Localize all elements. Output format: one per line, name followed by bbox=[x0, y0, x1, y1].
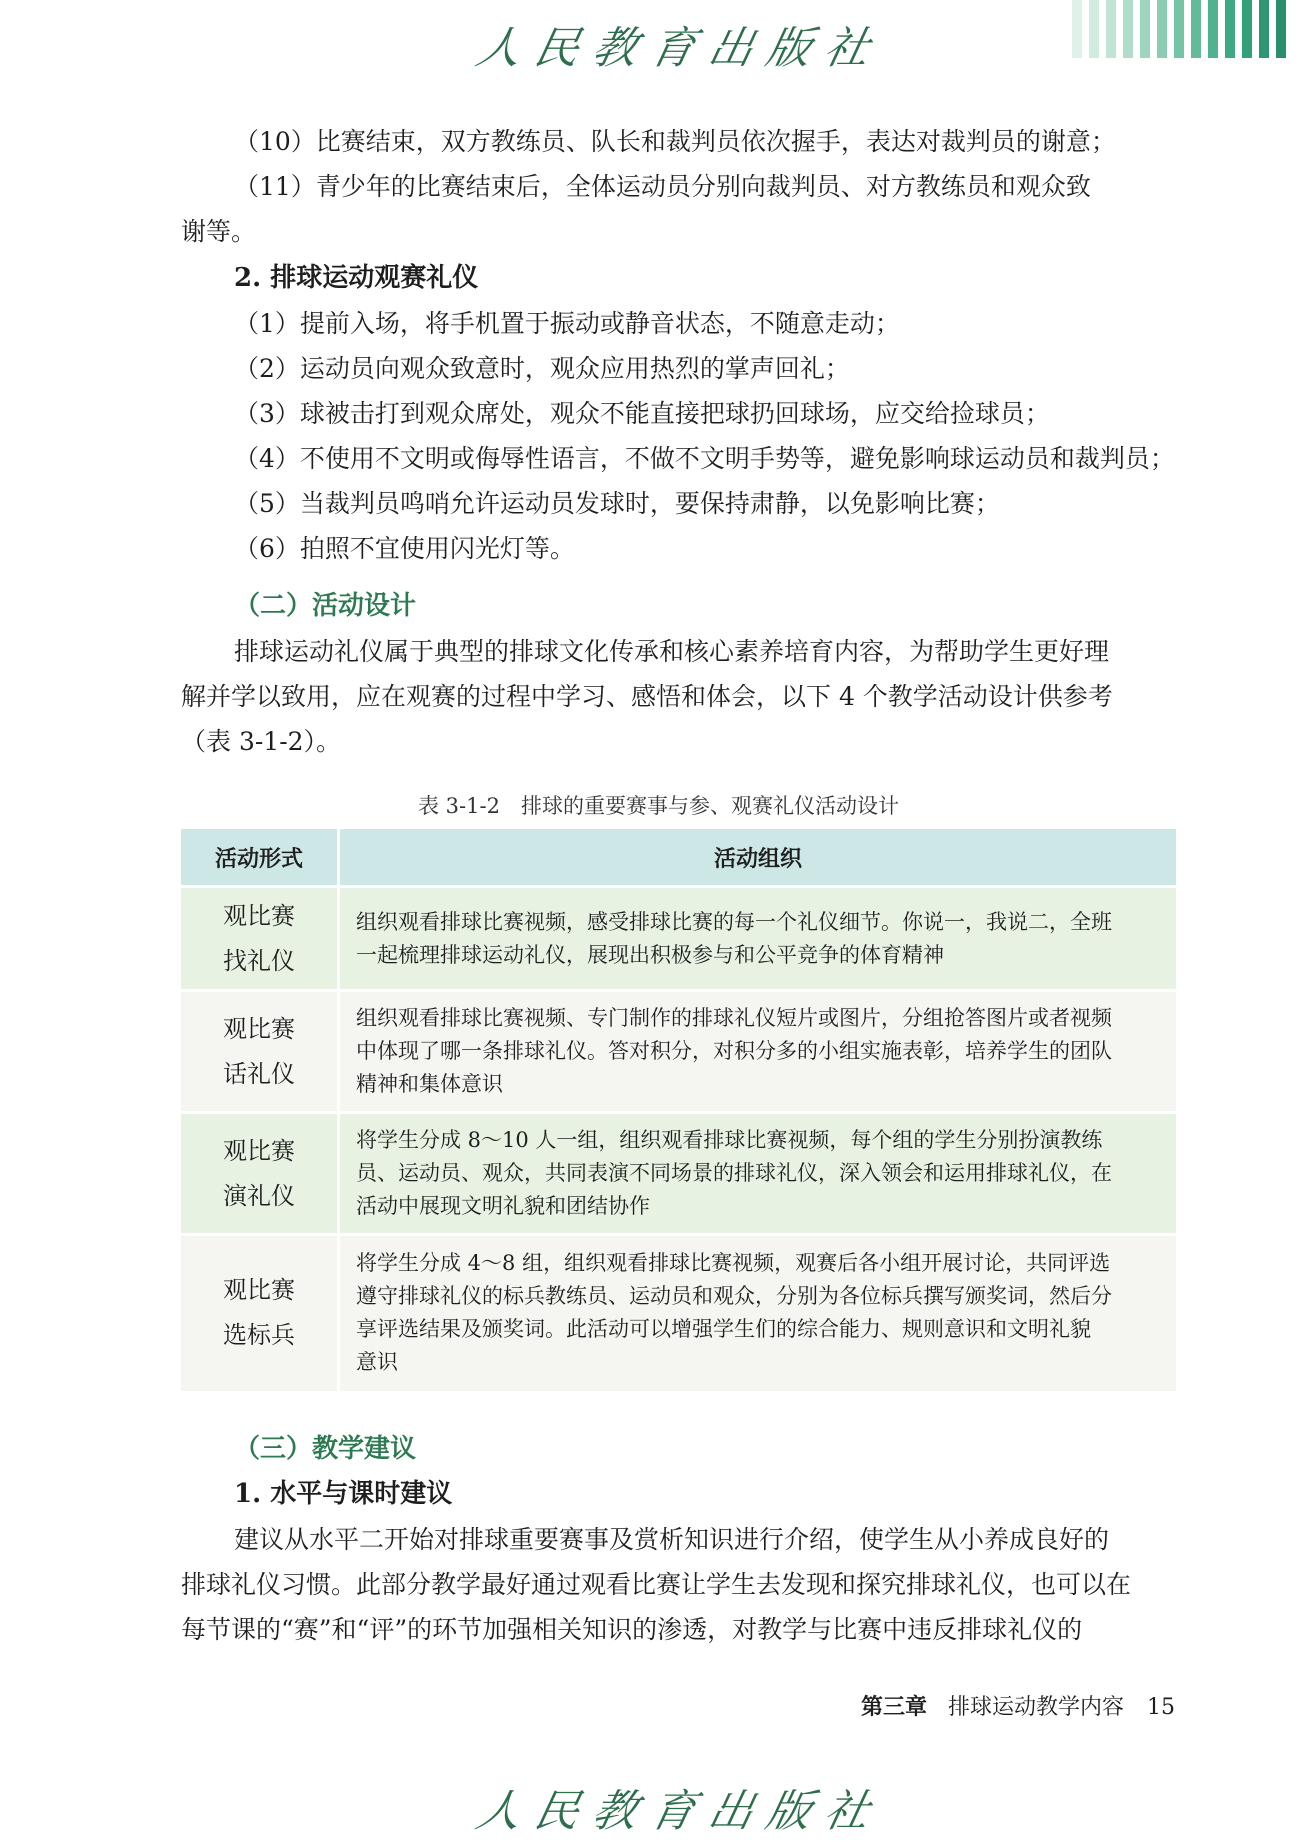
page-number: 15 bbox=[1147, 1695, 1175, 1720]
page-footer bbox=[861, 1690, 1175, 1721]
stripe bbox=[1174, 0, 1184, 58]
stripe bbox=[1259, 0, 1269, 58]
stripe bbox=[1191, 0, 1201, 58]
chapter-title: 排球运动教学内容 bbox=[947, 1695, 1124, 1720]
subheading: 1. 水平与课时建议 bbox=[234, 1479, 453, 1509]
stripe bbox=[1293, 0, 1303, 58]
paragraph: （表 3-1-2）。 bbox=[181, 727, 342, 756]
stripe bbox=[1123, 0, 1133, 58]
stripe bbox=[1140, 0, 1150, 58]
table-header-cell: 活动形式 bbox=[181, 829, 339, 887]
stripe bbox=[1072, 0, 1082, 58]
list-item: （1）提前入场，将手机置于振动或静音状态，不随意走动； bbox=[234, 309, 900, 338]
list-item: （6）拍照不宜使用闪光灯等。 bbox=[234, 534, 575, 563]
stripe bbox=[1106, 0, 1116, 58]
stripe bbox=[1276, 0, 1286, 58]
stripe bbox=[1242, 0, 1252, 58]
cell-line: 活动中展现文明礼貌和团结协作 bbox=[356, 1194, 650, 1218]
cell-line: 将学生分成 4～8 组，组织观看排球比赛视频，观赛后各小组开展讨论，共同评选 bbox=[356, 1251, 1111, 1276]
activity-organization-cell bbox=[339, 887, 1177, 991]
cell-line: 意识 bbox=[356, 1350, 398, 1375]
cell-line: 精神和集体意识 bbox=[356, 1072, 503, 1096]
header-decoration-stripes bbox=[1041, 0, 1303, 58]
publisher-logo-top: 人民教育出版社 bbox=[471, 23, 889, 74]
paragraph: 每节课的“赛”和“评”的环节加强相关知识的渗透，对教学与比赛中违反排球礼仪的 bbox=[181, 1615, 1083, 1644]
table-row bbox=[181, 887, 1176, 991]
paragraph: 排球礼仪习惯。此部分教学最好通过观看比赛让学生去发现和探究排球礼仪，也可以在 bbox=[181, 1570, 1132, 1599]
table-header-row bbox=[181, 829, 1176, 887]
stripe bbox=[1157, 0, 1167, 58]
form-line: 观比赛 bbox=[223, 901, 295, 930]
subheading: 2. 排球运动观赛礼仪 bbox=[234, 263, 479, 293]
stripe bbox=[1089, 0, 1099, 58]
paragraph: 排球运动礼仪属于典型的排球文化传承和核心素养培育内容，为帮助学生更好理 bbox=[234, 637, 1110, 666]
table-caption: 表 3-1-2 排球的重要赛事与参、观赛礼仪活动设计 bbox=[418, 794, 899, 818]
paragraph: （10）比赛结束，双方教练员、队长和裁判员依次握手，表达对裁判员的谢意； bbox=[234, 127, 1116, 156]
paragraph: 解并学以致用，应在观赛的过程中学习、感悟和体会，以下 4 个教学活动设计供参考 bbox=[181, 682, 1113, 711]
activity-organization-cell bbox=[339, 991, 1177, 1113]
activity-form-cell bbox=[181, 1235, 339, 1391]
section-title: （三）教学建议 bbox=[234, 1434, 417, 1464]
form-line: 观比赛 bbox=[223, 1014, 295, 1043]
cell-line: 中体现了哪一条排球礼仪。答对积分，对积分多的小组实施表彰，培养学生的团队 bbox=[356, 1039, 1112, 1063]
table-row bbox=[181, 1235, 1176, 1391]
stripe bbox=[1225, 0, 1235, 58]
cell-line: 组织观看排球比赛视频、专门制作的排球礼仪短片或图片，分组抢答图片或者视频 bbox=[356, 1006, 1112, 1030]
activity-form-cell bbox=[181, 887, 339, 991]
paragraph: （11）青少年的比赛结束后，全体运动员分别向裁判员、对方教练员和观众致 bbox=[234, 172, 1091, 201]
cell-line: 遵守排球礼仪的标兵教练员、运动员和观众，分别为各位标兵撰写颁奖词，然后分 bbox=[356, 1284, 1112, 1309]
list-item: （2）运动员向观众致意时，观众应用热烈的掌声回礼； bbox=[234, 354, 850, 383]
form-line: 选标兵 bbox=[223, 1321, 295, 1350]
publisher-logo-bottom: 人民教育出版社 bbox=[471, 1786, 889, 1837]
cell-line: 享评选结果及颁奖词。此活动可以增强学生们的综合能力、规则意识和文明礼貌 bbox=[356, 1317, 1091, 1342]
activity-organization-cell bbox=[339, 1113, 1177, 1235]
cell-line: 一起梳理排球运动礼仪，展现出积极参与和公平竞争的体育精神 bbox=[356, 942, 944, 967]
table-row bbox=[181, 1113, 1176, 1235]
paragraph: 建议从水平二开始对排球重要赛事及赏析知识进行介绍，使学生从小养成良好的 bbox=[234, 1525, 1110, 1554]
form-line: 话礼仪 bbox=[223, 1059, 295, 1088]
table-header-cell: 活动组织 bbox=[339, 829, 1177, 887]
section-title: （二）活动设计 bbox=[234, 591, 417, 621]
cell-line: 组织观看排球比赛视频，感受排球比赛的每一个礼仪细节。你说一，我说二，全班 bbox=[356, 909, 1112, 934]
form-line: 观比赛 bbox=[223, 1276, 295, 1305]
cell-line: 将学生分成 8～10 人一组，组织观看排球比赛视频，每个组的学生分别扮演教练 bbox=[356, 1128, 1103, 1152]
activity-table bbox=[181, 829, 1176, 1391]
chapter-label: 第三章 bbox=[860, 1694, 927, 1720]
stripe bbox=[1208, 0, 1218, 58]
table-row bbox=[181, 991, 1176, 1113]
form-line: 观比赛 bbox=[223, 1136, 295, 1165]
activity-form-cell bbox=[181, 1113, 339, 1235]
list-item: （5）当裁判员鸣哨允许运动员发球时，要保持肃静，以免影响比赛； bbox=[234, 489, 1000, 518]
list-item: （3）球被击打到观众席处，观众不能直接把球扔回球场，应交给捡球员； bbox=[234, 399, 1050, 428]
list-item: （4）不使用不文明或侮辱性语言，不做不文明手势等，避免影响球运动员和裁判员； bbox=[234, 444, 1175, 473]
form-line: 演礼仪 bbox=[223, 1181, 295, 1210]
cell-line: 员、运动员、观众，共同表演不同场景的排球礼仪，深入领会和运用排球礼仪，在 bbox=[356, 1161, 1112, 1185]
activity-form-cell bbox=[181, 991, 339, 1113]
paragraph: 谢等。 bbox=[181, 217, 257, 246]
activity-organization-cell bbox=[339, 1235, 1177, 1391]
form-line: 找礼仪 bbox=[223, 946, 295, 975]
